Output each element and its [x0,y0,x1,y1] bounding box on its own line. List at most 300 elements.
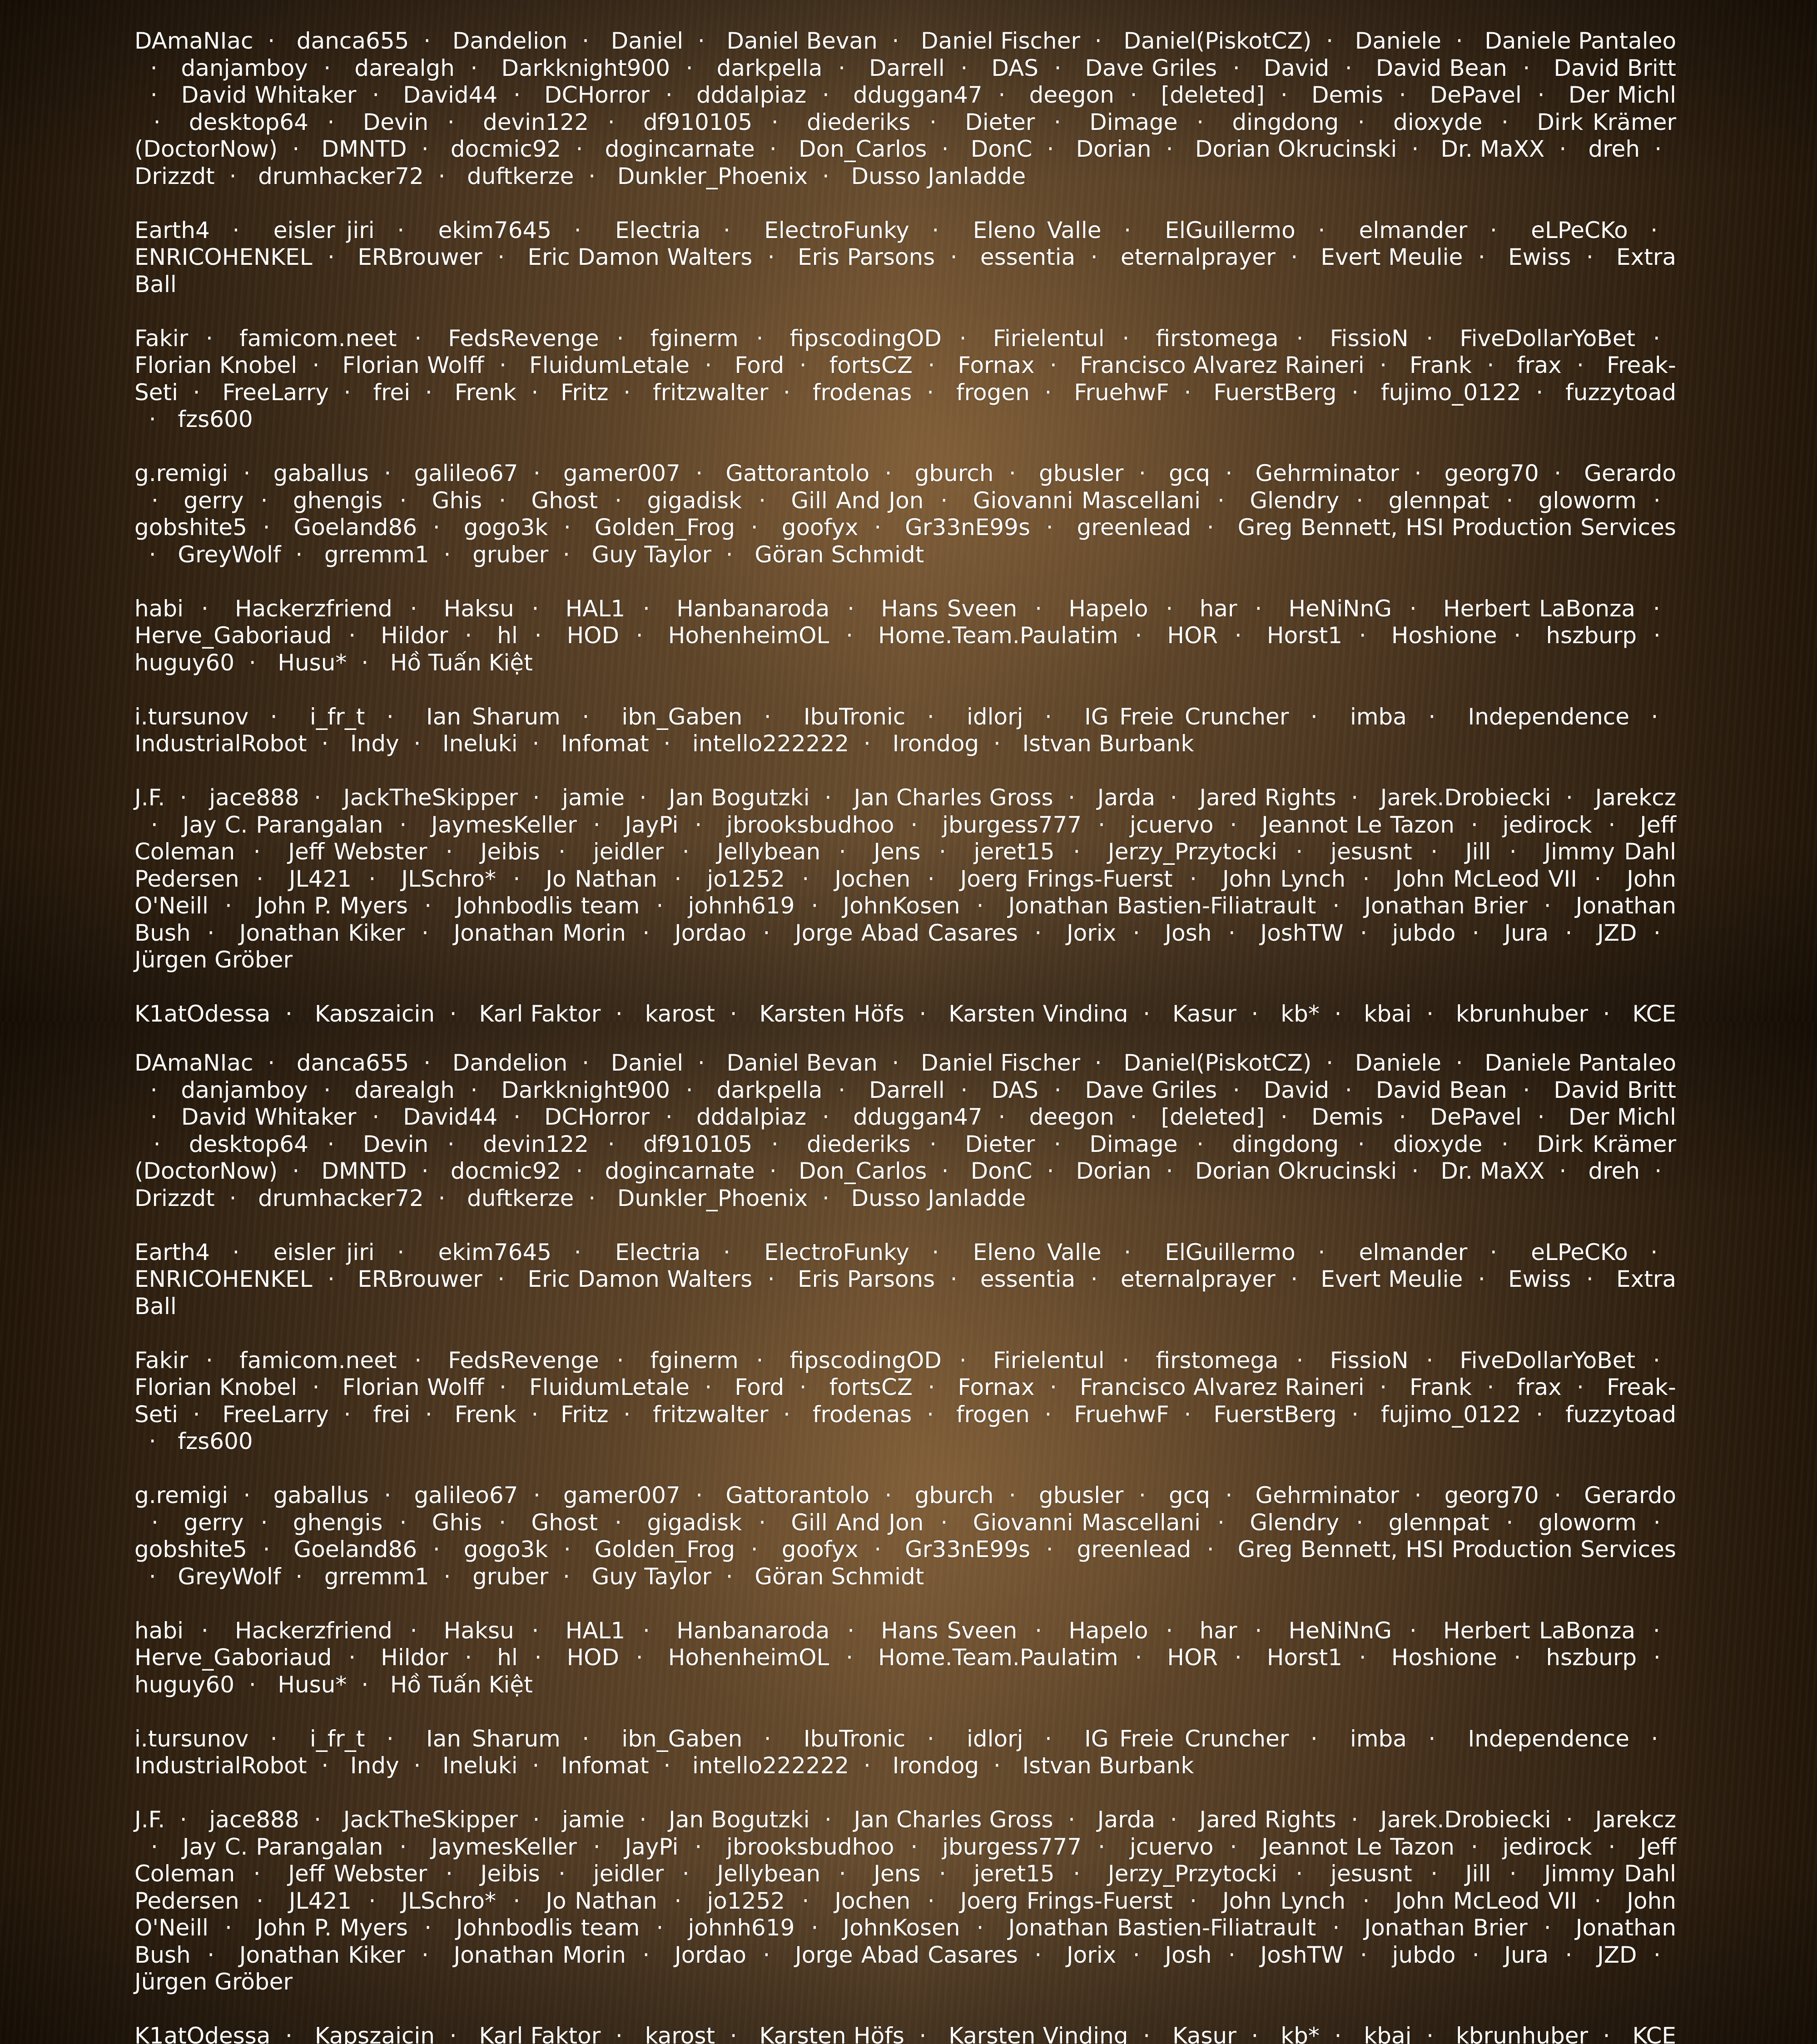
contributor-name: Gattorantolo [725,1482,869,1508]
contributor-name: Hồ Tuấn Kiệt [390,650,533,676]
name-separator: · [905,704,956,730]
name-separator: · [1082,812,1122,838]
contributor-name: FedsRevenge [448,325,599,352]
contributor-name: Dorian Okrucinski [1195,1158,1397,1184]
name-separator: · [518,1806,555,1833]
name-separator: · [399,1752,435,1779]
name-separator: · [308,55,347,81]
name-separator: · [1412,1001,1449,1022]
name-separator: · [235,1860,279,1887]
contributor-name: kbrunhuber [1456,1001,1588,1022]
contributor-name: dogincarnate [605,1158,755,1184]
contributor-name: Gattorantolo [725,460,869,486]
contributor-name: Jonathan Bush [134,1915,1676,1968]
contributor-name: grremm1 [324,541,429,568]
contributor-name: dduggan47 [853,1104,983,1130]
contributor-name: diederiks [807,109,910,135]
name-separator: · [1455,920,1496,946]
contributor-name: J.F. [134,784,165,811]
contributor-name: JackTheSkipper [343,784,518,811]
contributor-name: Husu* [278,650,347,676]
contributor-name: DAmaNIac [134,1050,253,1076]
contributor-name: Hans Sveen [881,595,1017,622]
name-separator: · [993,460,1031,486]
name-separator: · [979,1752,1015,1779]
name-separator: · [1507,55,1546,81]
contributor-name: DePavel [1430,1104,1522,1130]
name-separator: · [134,1131,179,1157]
contributor-name: Jonathan Brier [1364,1915,1527,1941]
contributor-name: gaballus [273,460,369,486]
name-separator: · [410,379,447,406]
name-separator: · [1397,136,1433,162]
contributor-name: frei [373,379,410,406]
name-separator: · [1489,1509,1530,1536]
name-separator: · [448,622,489,649]
contributor-name: Devin [363,109,428,135]
contributor-name: diederiks [807,1131,910,1157]
name-separator: · [1038,1077,1077,1103]
name-separator: · [599,1347,642,1374]
contributor-name: IndustrialRobot [134,1752,307,1779]
contributor-name: Indy [350,730,399,757]
name-separator: · [1407,704,1457,730]
name-separator: · [248,704,299,730]
contributor-name: gbusler [1039,1482,1123,1508]
contributor-name: Earth4 [134,217,210,243]
name-separator: · [690,352,727,378]
contributor-name: Extra Ball [134,1266,1676,1320]
name-separator: · [601,2023,637,2044]
contributor-name: Francisco Alvarez Raineri [1080,1374,1365,1400]
contributor-name: Jeff Webster [288,1860,427,1887]
contributor-name: HeNiNnG [1289,1617,1392,1644]
name-separator: · [752,244,790,270]
name-separator: · [1588,1001,1625,1022]
contributor-name: David44 [403,1104,497,1130]
name-separator: · [134,1563,170,1590]
contributor-name: Dorian [1076,1158,1152,1184]
contributor-name: J.F. [134,1806,165,1833]
name-separator: · [1277,1860,1321,1887]
name-separator: · [735,514,774,541]
contributor-name: Fritz [561,1401,608,1428]
contributor-name: fuzzytoad [1565,1401,1676,1428]
name-separator: · [657,1888,699,1914]
contributor-name: gloworm [1539,487,1637,514]
contributor-name: jubdo [1392,920,1456,946]
contributor-name: Jens [874,838,920,865]
name-separator: · [134,406,170,432]
contributor-name: John Lynch [1222,866,1345,892]
contributor-name: David Bean [1376,55,1507,81]
name-separator: · [1082,1834,1122,1860]
contributor-name: Hanbanaroda [676,595,829,622]
name-separator: · [188,325,231,352]
contributor-name: David Britt [1554,55,1676,81]
name-separator: · [1023,1726,1074,1752]
contributor-name: dioxyde [1393,1131,1482,1157]
name-separator: · [424,1185,460,1211]
name-separator: · [247,1536,286,1563]
name-separator: · [1032,1158,1068,1184]
name-separator: · [784,1374,822,1400]
name-separator: · [1412,1860,1456,1887]
name-separator: · [680,1482,718,1508]
name-separator: · [409,1050,446,1076]
name-separator: · [711,1563,747,1590]
name-separator: · [960,1915,1000,1941]
contributor-name: HOR [1167,1644,1218,1671]
name-separator: · [1236,2023,1273,2044]
name-separator: · [859,1536,897,1563]
name-separator: · [297,1374,335,1400]
name-separator: · [1412,838,1456,865]
name-separator: · [1276,244,1313,270]
name-separator: · [455,55,493,81]
name-separator: · [923,487,964,514]
name-separator: · [806,82,845,108]
contributor-name: Karsten Vinding [948,1001,1128,1022]
name-separator: · [1296,1239,1348,1265]
contributor-name: dingdong [1232,1131,1339,1157]
name-separator: · [755,1158,791,1184]
name-separator: · [1635,1617,1676,1644]
contributor-name: Karsten Vinding [948,2023,1128,2044]
contributor-name: Goeland86 [293,1536,417,1563]
name-separator: · [188,1347,231,1374]
contributor-name: Karsten Höfs [760,1001,904,1022]
name-separator: · [297,352,335,378]
name-separator: · [1339,487,1380,514]
contributor-name: Ewiss [1508,1266,1571,1292]
contributor-name: har [1200,1617,1237,1644]
name-separator: · [548,1563,584,1590]
contributor-name: gogo3k [464,1536,548,1563]
name-separator: · [178,1401,215,1428]
contributor-name: Dr. MaXX [1440,1158,1544,1184]
contributor-name: dreh [1588,136,1640,162]
contributor-name: ibn_Gaben [621,704,742,730]
contributor-name: FruehwF [1074,379,1169,406]
name-separator: · [670,55,709,81]
name-separator: · [1551,784,1588,811]
contributor-name: Eleno Valle [973,217,1102,243]
name-separator: · [574,1185,610,1211]
contributor-name: ghengis [293,1509,383,1536]
contributor-name: deegon [1029,1104,1114,1130]
contributor-name: Dunkler_Phoenix [617,1185,808,1211]
name-separator: · [548,541,584,568]
contributor-name: ekim7645 [438,1239,552,1265]
name-separator: · [1023,704,1074,730]
contributor-name: famicom.neet [239,1347,397,1374]
name-separator: · [244,487,285,514]
name-separator: · [1592,1834,1632,1860]
contributor-name: Gr33nE99s [905,1536,1030,1563]
contributor-name: Johnbodlis team [456,893,640,919]
contributor-name: Jochen [834,866,910,892]
contributor-name: i.tursunov [134,704,248,730]
contributor-name: Frenk [455,1401,516,1428]
contributor-name: Dorian Okrucinski [1195,136,1397,162]
contributor-name: FedsRevenge [448,1347,599,1374]
name-separator: · [1637,1644,1676,1671]
name-separator: · [810,784,847,811]
contributor-name: Hoshione [1391,622,1497,649]
contributor-name: Gill And Jon [791,487,923,514]
contributor-name: i_fr_t [310,704,365,730]
contributor-name: Jarda [1097,1806,1155,1833]
contributor-name: JL421 [289,1888,352,1914]
contributor-name: Frank [1410,352,1472,378]
contributor-name: jeret15 [974,838,1055,865]
contributor-name: jamie [562,784,625,811]
name-separator: · [1035,1374,1072,1400]
name-separator: · [1237,1617,1280,1644]
name-separator: · [700,217,753,243]
name-separator: · [1218,1644,1258,1671]
name-separator: · [683,28,720,54]
name-separator: · [794,893,834,919]
contributor-name: gigadisk [647,487,742,514]
contributor-name: Hồ Tuấn Kiệt [390,1672,533,1698]
name-separator: · [518,1644,558,1671]
name-separator: · [408,893,448,919]
name-separator: · [228,460,266,486]
contributor-name: Goeland86 [293,514,417,541]
name-separator: · [518,1482,556,1508]
name-separator: · [308,1077,347,1103]
name-separator: · [1032,136,1068,162]
name-separator: · [228,1482,266,1508]
contributor-name: Kapszaicin [315,1001,435,1022]
contributor-name: Hackerzfriend [235,1617,392,1644]
contributor-name: Dirk Krämer (DoctorNow) [134,109,1676,163]
contributor-name: KCE [1632,1001,1676,1022]
name-separator: · [165,1806,202,1833]
name-separator: · [878,28,914,54]
name-separator: · [496,1888,537,1914]
name-separator: · [210,217,262,243]
contributor-name: HAL1 [566,1617,625,1644]
name-separator: · [435,2023,472,2044]
name-separator: · [1522,82,1560,108]
name-separator: · [1316,1915,1356,1941]
name-separator: · [1337,1401,1374,1428]
name-separator: · [191,1942,231,1968]
contributor-name: Home.Team.Paulatim [878,622,1118,649]
contributor-name: frodenas [813,379,912,406]
contributor-name: Dave Griles [1085,1077,1217,1103]
contributor-name: JZD [1597,1942,1637,1968]
name-separator: · [657,866,699,892]
contributor-name: Fakir [134,1347,188,1374]
contributor-name: Gehrminator [1255,1482,1399,1508]
name-separator: · [910,866,952,892]
contributor-name: DCHorror [544,82,650,108]
contributor-name: Ineluki [442,1752,518,1779]
name-separator: · [1123,1482,1161,1508]
name-separator: · [1635,325,1676,352]
name-separator: · [184,595,226,622]
contributor-name: Florian Knobel [134,1374,297,1400]
contributor-name: jo1252 [707,866,785,892]
name-separator: · [134,1077,173,1103]
name-separator: · [1588,2023,1625,2044]
name-separator: · [561,704,611,730]
contributor-name: David Whitaker [181,1104,357,1130]
contributor-name: jesusnt [1330,838,1412,865]
name-separator: · [752,1131,797,1157]
contributor-name: Jonathan Bastien-Filiatrault [1008,1915,1316,1941]
contributor-name: Fakir [134,325,188,352]
name-separator: · [1482,1131,1527,1157]
contributor-name: eisler jiri [273,217,375,243]
contributor-name: gamer007 [563,460,680,486]
name-separator: · [1592,812,1632,838]
contributor-name: Greg Bennett, HSI Production Services [1238,1536,1676,1563]
name-separator: · [1030,514,1069,541]
contributor-name: jace888 [209,1806,299,1833]
contributor-name: Jellybean [717,1860,820,1887]
name-separator: · [909,217,962,243]
contributor-name: idlorj [967,704,1023,730]
contributor-name: JLSchro* [401,1888,496,1914]
contributor-name: gruber [472,1563,548,1590]
name-separator: · [497,1104,536,1130]
name-separator: · [184,1617,226,1644]
name-separator: · [308,1131,353,1157]
name-separator: · [1441,1050,1478,1076]
contributor-name: ElGuillermo [1165,1239,1295,1265]
contributor-name: JoshTW [1261,920,1344,946]
name-separator: · [1521,1401,1558,1428]
contributor-name: jamie [562,1806,625,1833]
name-separator: · [567,1050,604,1076]
name-separator: · [1635,1347,1676,1374]
contributor-name: Earth4 [134,1239,210,1265]
contributor-name: Golden_Frog [595,514,735,541]
contributor-name: i_fr_t [310,1726,365,1752]
name-separator: · [746,1942,787,1968]
contributor-name: Darkknight900 [501,1077,670,1103]
name-separator: · [1637,920,1676,946]
contributor-name: KCE [1632,2023,1676,2044]
contributor-name: DCHorror [544,1104,650,1130]
contributor-name: David [1264,1077,1329,1103]
name-separator: · [626,1942,666,1968]
name-separator: · [497,82,536,108]
contributor-name: Dandelion [452,1050,567,1076]
name-separator: · [746,920,787,946]
contributor-name: drumhacker72 [258,163,424,189]
name-separator: · [397,325,439,352]
contributor-name: ekim7645 [438,217,552,243]
contributor-name: HohenheimOL [668,622,829,649]
name-separator: · [869,460,907,486]
name-separator: · [1497,1644,1538,1671]
contributor-name: Demis [1311,82,1383,108]
name-separator: · [806,1104,845,1130]
contributor-name: frogen [956,1401,1030,1428]
contributor-name: Daniel Bevan [727,28,878,54]
name-separator: · [945,55,983,81]
name-separator: · [299,1806,336,1833]
name-separator: · [1055,838,1099,865]
name-separator: · [1635,595,1676,622]
name-separator: · [1035,352,1072,378]
contributor-name: Jill [1465,838,1491,865]
name-separator: · [619,1644,660,1671]
name-separator: · [1296,217,1348,243]
name-separator: · [1178,109,1223,135]
name-separator: · [1344,1942,1384,1968]
name-separator: · [239,1888,281,1914]
name-separator: · [278,136,314,162]
name-separator: · [609,379,645,406]
name-separator: · [935,1266,973,1292]
contributor-name: Herbert LaBonza [1443,1617,1635,1644]
contributor-name: Hapelo [1068,595,1148,622]
contributor-name: Jens [874,1860,920,1887]
contributor-name: huguy60 [134,1672,234,1698]
name-separator: · [407,136,443,162]
contributor-name: Jay C. Parangalan [183,1834,383,1860]
contributor-name: jace888 [209,784,299,811]
name-separator: · [496,866,537,892]
contributor-name: jeidler [593,1860,664,1887]
name-separator: · [923,1509,964,1536]
name-separator: · [134,1509,175,1536]
name-separator: · [253,1050,289,1076]
contributor-name: har [1200,595,1237,622]
name-separator: · [909,1239,962,1265]
name-separator: · [1279,1347,1321,1374]
contributor-name: g.remigi [134,1482,228,1508]
contributor-name: Haksu [444,1617,514,1644]
name-separator: · [927,1158,963,1184]
contributor-name: devin122 [483,1131,589,1157]
contributor-name: elmander [1359,217,1468,243]
contributor-name: ibn_Gaben [621,1726,742,1752]
name-separator: · [308,109,353,135]
name-separator: · [678,812,718,838]
name-separator: · [1467,1239,1519,1265]
contributor-name: karost [645,2023,715,2044]
name-separator: · [1030,1536,1069,1563]
contributor-name: JZD [1597,920,1637,946]
contributor-name: kbrunhuber [1456,2023,1588,2044]
contributor-name: Haksu [444,595,514,622]
name-separator: · [849,730,885,757]
contributor-name: ENRICOHENKEL [134,1266,313,1292]
contributor-name: Jill [1465,1860,1491,1887]
contributor-name: David Britt [1554,1077,1676,1103]
contributor-name: Independence [1468,704,1629,730]
name-separator: · [609,1401,645,1428]
name-separator: · [589,1131,634,1157]
name-separator: · [134,55,173,81]
name-separator: · [1075,1266,1113,1292]
name-separator: · [1279,325,1321,352]
name-separator: · [904,2023,941,2044]
name-separator: · [1191,1536,1230,1563]
name-separator: · [1491,838,1535,865]
name-separator: · [960,893,1000,919]
name-separator: · [945,1077,983,1103]
contributor-name: Daniele [1355,1050,1441,1076]
